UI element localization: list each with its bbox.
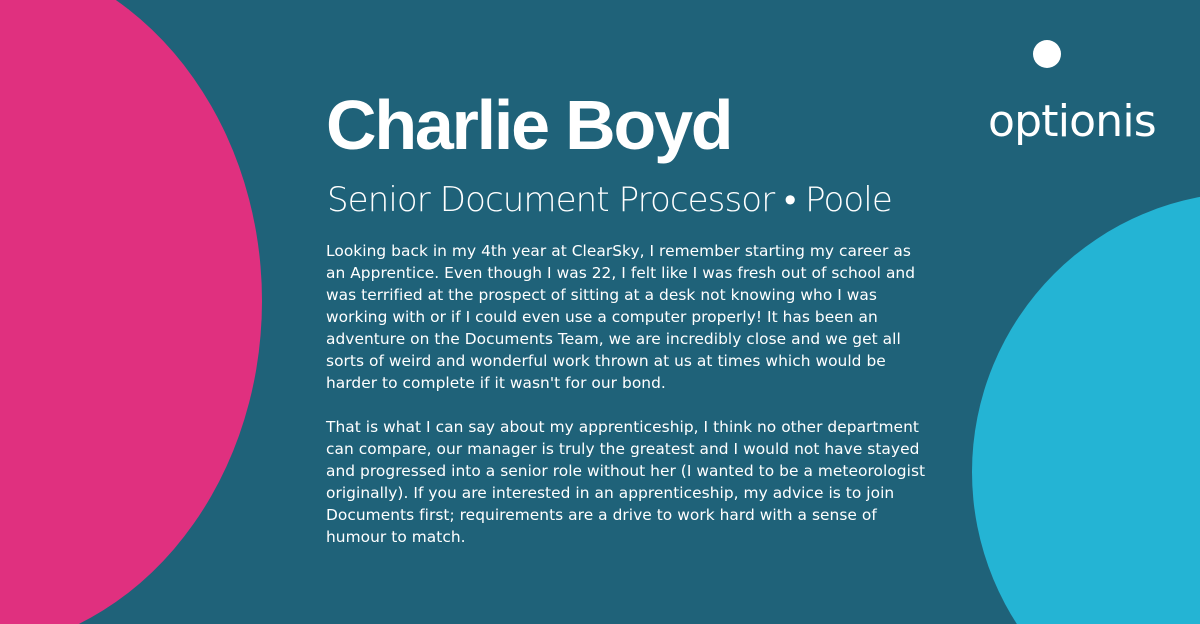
testimonial-text [326, 240, 926, 570]
cyan-circle-decoration [972, 192, 1200, 624]
logo-wordmark: optionis [988, 96, 1156, 147]
pink-circle-decoration [0, 0, 262, 624]
company-logo [988, 38, 1180, 158]
testimonial-paragraph: That is what I can say about my apprenticeship, I think no other department can compare, our manager is truly the greatest and I would not have stayed and progressed into a senior role without her (I wanted to be a meteorologist originally). If you are interested in an apprenticeship, my advice is to join Documents first; requirements are a drive to work hard with a sense of humour to match. [326, 418, 926, 546]
testimonial-paragraph: Looking back in my 4th year at ClearSky, I remember starting my career as an Apprentice. Even though I was 22, I felt like I was fresh out of school and was terrified at the prospect of sitting at a desk not knowing who I was working with or if I could even use a computer properly! It has been an adventure on the Documents Team, we are incredibly close and we get all sorts of weird and wonderful work thrown at us at times which would be harder to complete if it wasn't for our bond. [326, 242, 916, 392]
person-role: Senior Document Processor • Poole [327, 180, 892, 220]
person-name: Charlie Boyd [326, 86, 732, 164]
circle-dot-icon [1033, 40, 1061, 68]
